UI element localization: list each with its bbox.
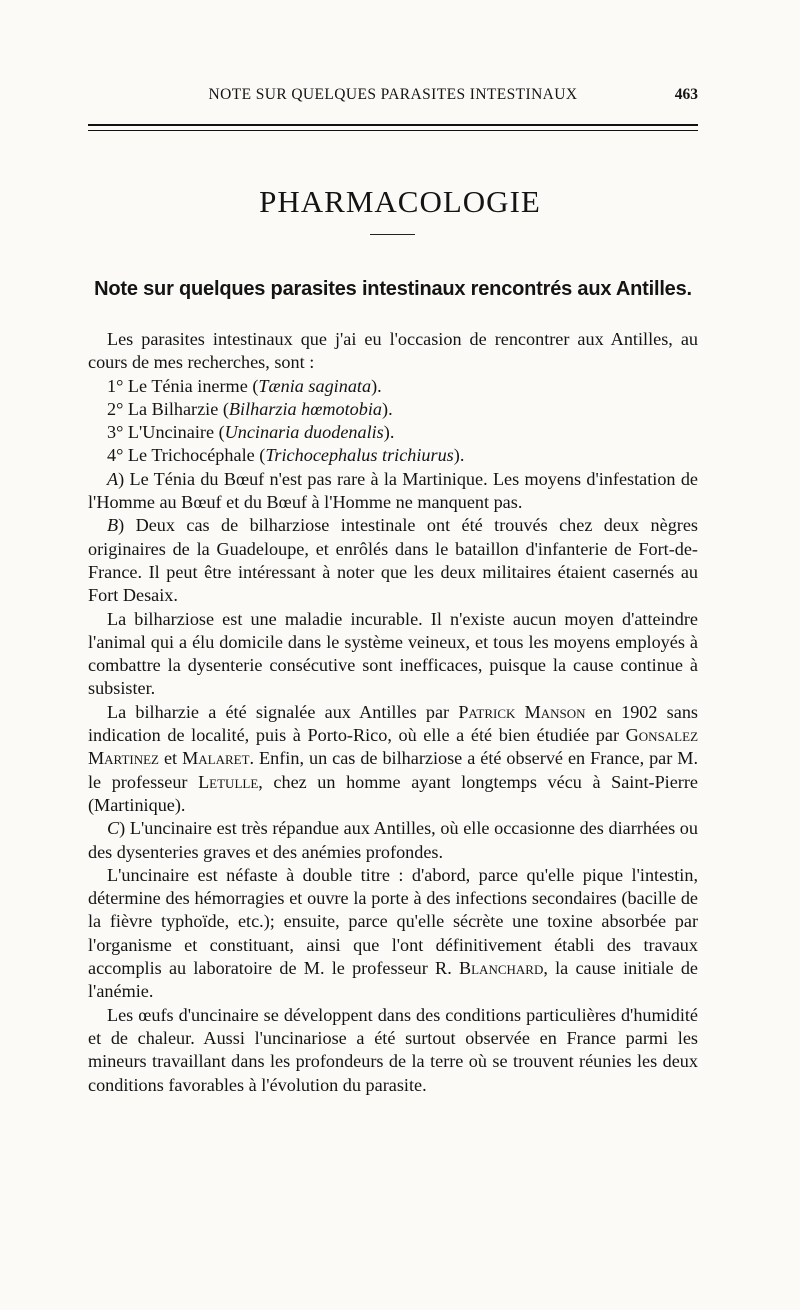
paragraph-c: C) L'uncinaire est très répandue aux Antilles, où elle occasionne des diarrhées ou des dysenteries graves et des anémies profondes. [88,818,698,862]
header-rule-thick [88,124,698,126]
page-number: 463 [674,86,698,103]
paragraph-a: A) Le Ténia du Bœuf n'est pas rare à la Martinique. Les moyens d'infestation de l'Homme au Bœuf et du Bœuf à l'Homme ne manquent pas. [88,468,698,513]
list-item: 1° Le Ténia inerme (Tænia saginata). [107,375,382,396]
header-rule-thin [88,130,698,131]
running-header [88,86,698,108]
list-item: 4° Le Trichocéphale (Trichocephalus trichiurus). [107,445,465,466]
paragraph-oeufs: Les œufs d'uncinaire se développent dans des conditions particulières d'humidité et de chaleur. Aussi l'uncinariose a été surtout observée en France parmi les mineurs travaillant dans les profondeurs de la terre où se trouvent réunies les deux conditions favorables à l'évolution du parasite. [88,1004,698,1095]
paragraph-b: B) Deux cas de bilharziose intestinale ont été trouvés chez deux nègres originaires de la Guadeloupe, et enrôlés dans le bataillon d'infanterie de Fort-de-France. Il peut être intéressant à noter que les deux militaires étaient casernés au Fort Desaix. [88,515,699,606]
paragraph-nefaste: L'uncinaire est néfaste à double titre : d'abord, parce qu'elle pique l'intestin, détermine des hémorragies et ouvre la porte à des infections secondaires (bacille de la fièvre typhoïde, etc.); ensuite, parce qu'elle sécrète une toxine absorbée par l'organisme et constituant, ainsi que l'ont définitivement établi des travaux accomplis au laboratoire de M. le professeur R. Blanchard, la cause initiale de l'anémie. [88,864,699,1002]
intro-paragraph: Les parasites intestinaux que j'ai eu l'occasion de rencontrer aux Antilles, au cours de mes recherches, sont : [88,329,698,373]
section-divider [370,234,415,235]
article-body [88,328,698,1097]
paragraph-incurable: La bilharziose est une maladie incurable. Il n'existe aucun moyen d'atteindre l'animal qui a élu domicile dans le système veineux, et tous les moyens employés à combattre la dysenterie consécutive sont inefficaces, puisque la cause continue à subsister. [88,608,698,699]
running-title: NOTE SUR QUELQUES PARASITES INTESTINAUX [208,86,578,103]
article-title: Note sur quelques parasites intestinaux rencontrés aux Antilles. [94,278,692,300]
list-item: 2° La Bilharzie (Bilharzia hœmotobia). [107,398,393,419]
section-title: PHARMACOLOGIE [259,184,541,219]
paragraph-signalee: La bilharzie a été signalée aux Antilles par Patrick Manson en 1902 sans indication de localité, puis à Porto-Rico, où elle a été bien étudiée par Gonsalez Martinez et Malaret. Enfin, un cas de bilharziose a été observé en France, par M. le professeur Letulle, chez un homme ayant longtemps vécu à Saint-Pierre (Martinique). [88,701,699,815]
list-item: 3° L'Uncinaire (Uncinaria duodenalis). [107,422,395,443]
